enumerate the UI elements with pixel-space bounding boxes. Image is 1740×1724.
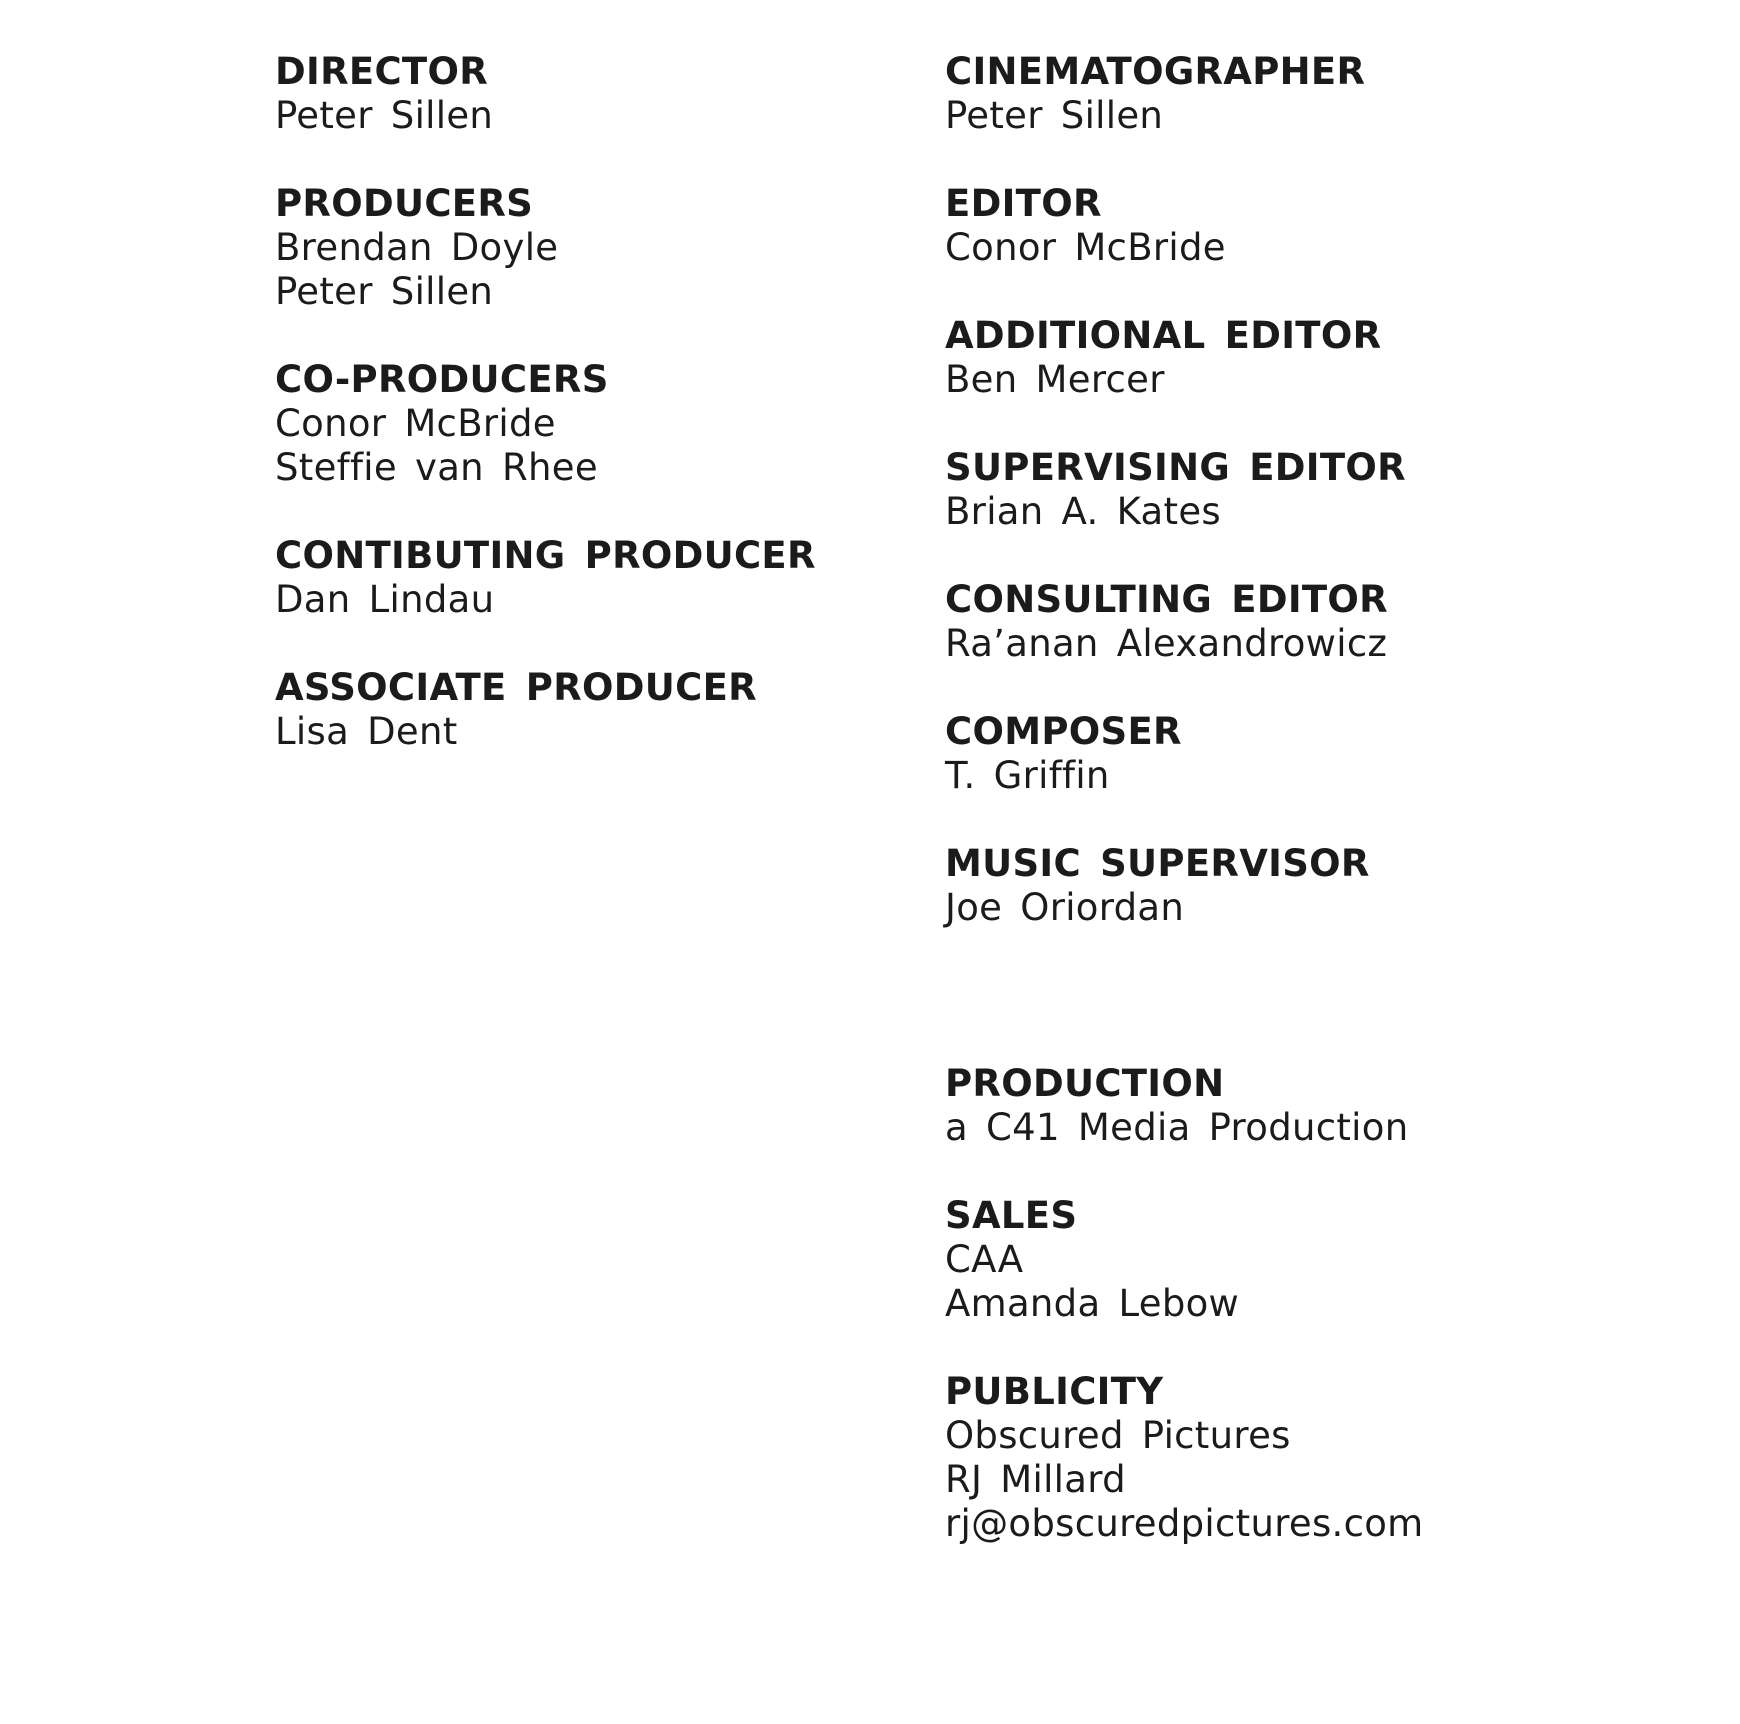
credit-role: CO-PRODUCERS [275, 358, 609, 401]
credit-music-supervisor [945, 842, 1645, 930]
credit-role: CONSULTING EDITOR [945, 578, 1388, 621]
credit-name: Ra’anan Alexandrowicz [945, 622, 1388, 665]
credit-associate-producer [275, 666, 875, 754]
credit-role: ADDITIONAL EDITOR [945, 314, 1382, 357]
credit-name: Brendan Doyle [275, 226, 559, 269]
credit-producers [275, 182, 875, 314]
credit-name: Joe Oriordan [945, 886, 1185, 929]
credit-role: SUPERVISING EDITOR [945, 446, 1406, 489]
credit-name: Conor McBride [945, 226, 1226, 269]
credit-contributing-producer [275, 534, 875, 622]
credit-composer [945, 710, 1645, 798]
credits-left-column [275, 50, 875, 798]
credit-name: a C41 Media Production [945, 1106, 1409, 1149]
credit-name: Amanda Lebow [945, 1282, 1240, 1325]
credit-role: PRODUCTION [945, 1062, 1225, 1105]
credit-name: Lisa Dent [275, 710, 458, 753]
credit-role: PUBLICITY [945, 1370, 1164, 1413]
credit-name: CAA [945, 1238, 1024, 1281]
credit-name: Brian A. Kates [945, 490, 1221, 533]
credit-name: Conor McBride [275, 402, 556, 445]
credit-name: Peter Sillen [945, 94, 1164, 137]
credit-role: MUSIC SUPERVISOR [945, 842, 1370, 885]
credit-production [945, 1062, 1645, 1150]
credit-name: Obscured Pictures [945, 1414, 1291, 1457]
credits-right-column [945, 50, 1645, 1590]
credit-name: RJ Millard [945, 1458, 1126, 1501]
credit-cinematographer [945, 50, 1645, 138]
credit-name: T. Griffin [945, 754, 1110, 797]
credit-role: SALES [945, 1194, 1078, 1237]
credit-name: Peter Sillen [275, 94, 494, 137]
credit-role: PRODUCERS [275, 182, 534, 225]
credit-role: DIRECTOR [275, 50, 488, 93]
credit-director [275, 50, 875, 138]
credit-name: Steffie van Rhee [275, 446, 598, 489]
publicity-email: rj@obscuredpictures.com [945, 1502, 1424, 1545]
credit-name: Ben Mercer [945, 358, 1165, 401]
credit-consulting-editor [945, 578, 1645, 666]
credit-sales [945, 1194, 1645, 1326]
credit-additional-editor [945, 314, 1645, 402]
credit-role: CONTIBUTING PRODUCER [275, 534, 816, 577]
credit-editor [945, 182, 1645, 270]
credit-role: COMPOSER [945, 710, 1182, 753]
credit-name: Dan Lindau [275, 578, 495, 621]
credit-role: CINEMATOGRAPHER [945, 50, 1366, 93]
credit-role: EDITOR [945, 182, 1102, 225]
credit-co-producers [275, 358, 875, 490]
credit-role: ASSOCIATE PRODUCER [275, 666, 757, 709]
credit-supervising-editor [945, 446, 1645, 534]
credit-publicity [945, 1370, 1645, 1546]
credit-name: Peter Sillen [275, 270, 494, 313]
